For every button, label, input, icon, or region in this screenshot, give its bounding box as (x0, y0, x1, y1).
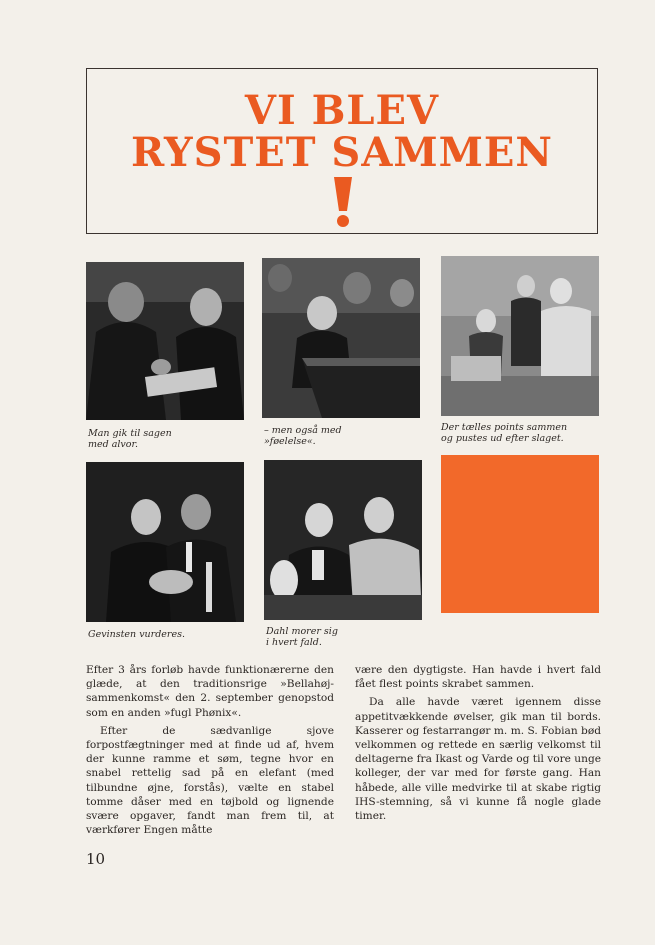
article-paragraph: være den dygtigste. Han havde i hvert fald fået flest points skrabet sammen. (355, 664, 601, 691)
headline-line-1: VI BLEV (244, 87, 440, 134)
article-column-2 (355, 663, 601, 827)
article-paragraph: Da alle havde været igennem disse appetitvækkende øvelser, gik man til bords. Kasserer og festarrangør m. m. S. Fobian bød velkommen og rettede en særlig velkomst til deltagerne fra Ikast og Varde og til vore unge kolleger, der var med for første gang. Han håbede, alle ville medvirke til at skabe rigtig IHS-stemning, så vi kunne få nogle glade timer. (355, 696, 601, 823)
caption-photo-2: – men også med »føelelse«. (264, 425, 342, 447)
exclamation-icon (331, 177, 355, 227)
caption-photo-5: Dahl morer sig i hvert fald. (266, 626, 338, 648)
headline-box (86, 68, 598, 234)
page-number: 10 (86, 850, 106, 868)
photo-woman-at-table (262, 258, 420, 418)
article-column-1 (86, 663, 334, 841)
article-paragraph: Efter de sædvanlige sjove forpostfægtninger med at finde ud af, hvem der kunne ramme et søm, tegne hvor en snabel rettelig sad på en elefant (med tilbundne øjne, forstås), vælte en stabel tomme dåser med en tøjbold og lignende svære opgaver, fandt man frem til, at værkfører Engen måtte (86, 724, 334, 837)
headline-line-2: RYSTET SAMMEN (131, 129, 553, 176)
photo-men-at-table (86, 262, 244, 420)
orange-color-block (441, 455, 599, 613)
caption-photo-1: Man gik til sagen med alvor. (88, 428, 172, 450)
photo-prize-inspection (86, 462, 244, 622)
caption-photo-4: Gevinsten vurderes. (88, 629, 185, 640)
article-paragraph: Efter 3 års forløb havde funktionærerne den glæde, at den traditionsrige »Bellahøj-sammenkomst« den 2. september genopstod som en anden »fugl Phønix«. (86, 664, 334, 719)
photo-counting-points (441, 256, 599, 416)
caption-photo-3: Der tælles points sammen og pustes ud efter slaget. (441, 422, 568, 444)
photo-dahl-laughing (264, 460, 422, 620)
